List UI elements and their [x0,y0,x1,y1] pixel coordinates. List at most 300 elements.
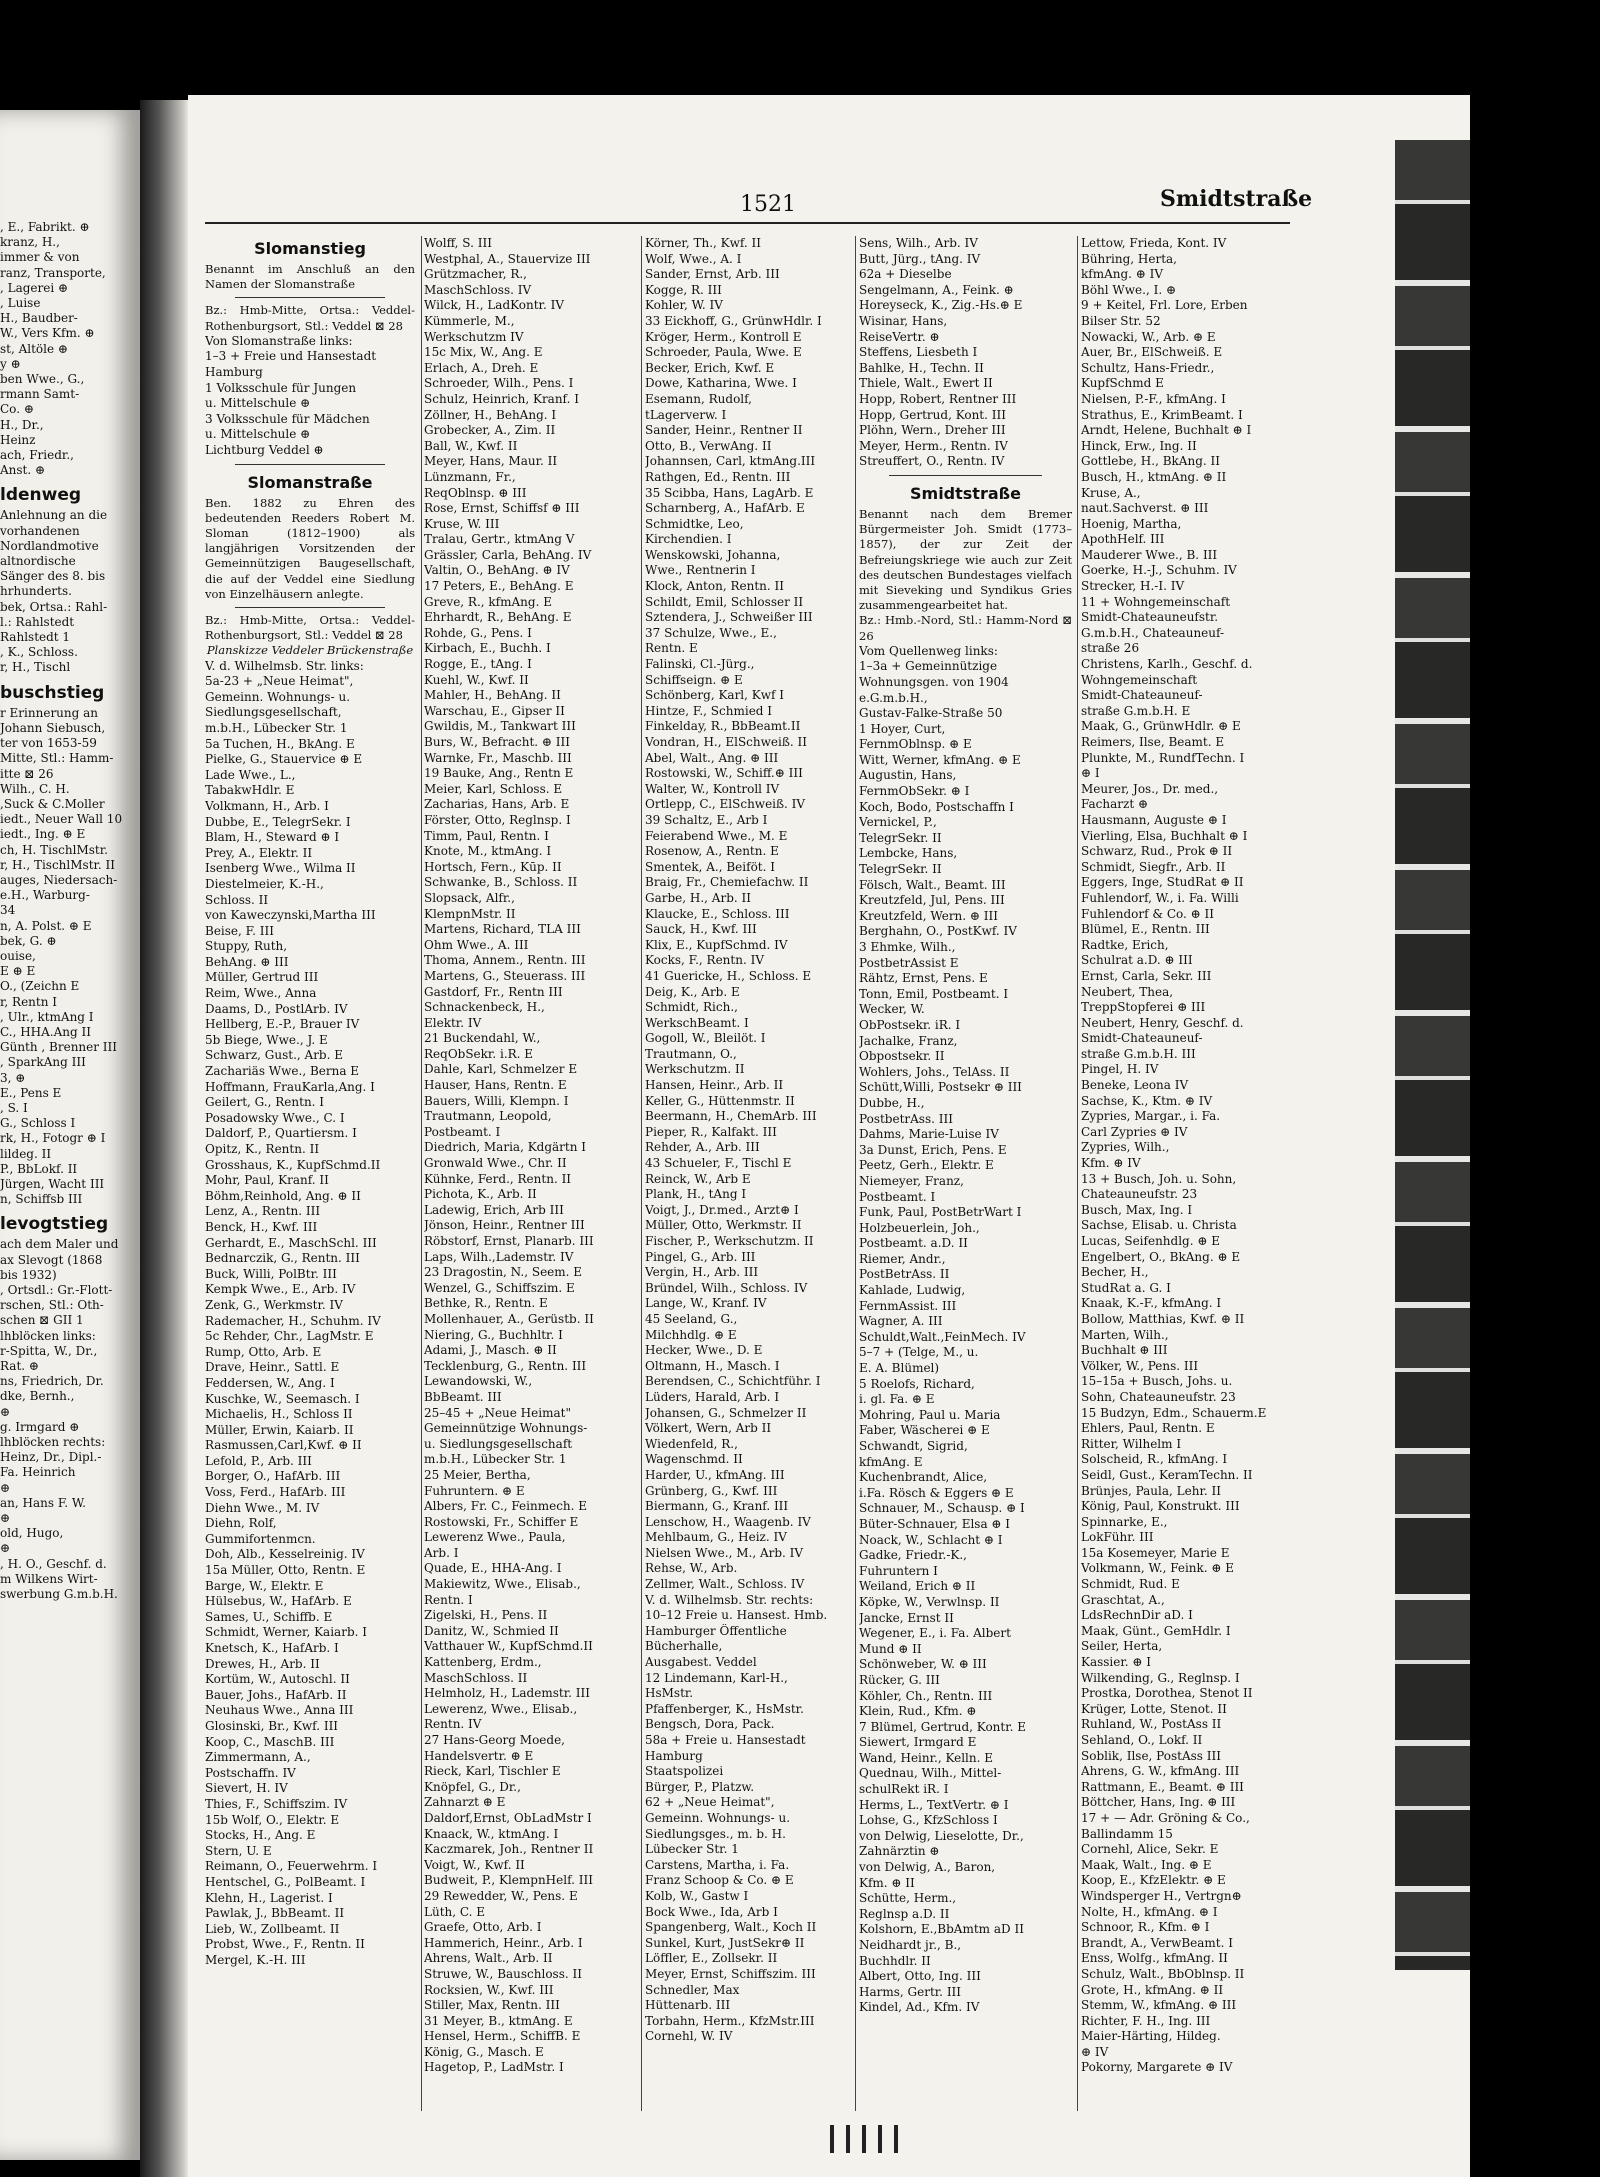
entry-line: Niering, G., Buchhltr. I [424,1327,563,1342]
entry-line: Bauer, Johs., HafArb. II [205,1687,347,1702]
entry-line: Volkmann, H., Arb. I [205,798,329,813]
entry-line: Zahnärztin ⊕ [859,1844,940,1859]
entry-line: Augustin, Hans, [859,768,957,783]
entry-line: Hamburg [205,365,263,379]
entry-line: Koch, Bodo, Postschaffn I [859,799,1014,814]
entry-line: Feierabend Wwe., M. E [645,828,788,843]
entry-line: Lewerenz Wwe., Paula, [424,1530,566,1545]
entry-line: Mund ⊕ II [859,1641,922,1656]
entry-line: Böttcher, Hans, Ing. ⊕ III [1081,1795,1236,1810]
entry-line: Sens, Wilh., Arb. IV [859,236,978,250]
entry-line: Christens, Karlh., Geschf. d. [1081,657,1253,672]
entry-line: Graefe, Otto, Arb. I [424,1920,542,1935]
entry-line: immer & von [0,250,80,265]
entry-line: m.b.H., Lübecker Str. 1 [205,720,348,735]
entry-line: Radtke, Erich, [1081,937,1169,952]
entry-line: Enss, Wolfg., kfmAng. II [1081,1951,1228,1966]
entry-line: Rentn. E [645,641,698,656]
entry-line: m Wilkens Wirt- [0,1571,98,1586]
entry-line: 33 Eickhoff, G., GrünwHdlr. I [645,313,822,328]
entry-line: Hansen, Heinr., Arb. II [645,1078,784,1093]
entry-line: Zigelski, H., Pens. II [424,1608,548,1623]
entry-line: Drave, Heinr., Sattl. E [205,1360,340,1375]
entry-line: Wenskowski, Johanna, [645,547,781,562]
entry-line: Franz Schoop & Co. ⊕ E [645,1873,794,1888]
entry-line: Sander, Heinr., Rentner II [645,423,803,438]
entry-line: Plöhn, Wern., Dreher III [859,423,1006,438]
entry-line: Schnoor, R., Kfm. ⊕ I [1081,1920,1210,1935]
entry-line: Abel, Walt., Ang. ⊕ III [645,750,779,765]
entry-line: FernmAssist. III [859,1298,957,1313]
entry-line: Schmidtke, Leo, [645,516,744,531]
entry-line: 15b Wolf, O., Elektr. E [205,1812,340,1827]
entry-line: , Lagerei ⊕ [0,280,69,295]
entry-line: ter von 1653-59 [0,736,97,751]
entry-line: PostBetrAss. II [859,1267,950,1282]
entry-line: Obpostsekr. II [859,1049,945,1064]
entry-line: Kogge, R. III [645,282,722,297]
entry-line: Wilck, H., LadKontr. IV [424,298,565,313]
entry-line: 3, ⊕ [0,1070,26,1085]
entry-line: TelegrSekr. II [859,862,942,877]
entry-line: H., Dr., [0,417,44,432]
entry-line: 15a Müller, Otto, Rentn. E [205,1563,366,1578]
entry-line: 19 Bauke, Ang., Rentn E [424,766,574,781]
entry-line: Siewert, Irmgard E [859,1735,977,1750]
entry-line: 43 Schueler, F., Tischl E [645,1156,792,1171]
column-rule [1077,236,1078,2111]
entry-line: Lohse, G., KfzSchloss I [859,1813,998,1828]
entry-line: Zahnarzt ⊕ E [424,1795,506,1810]
entry-line: Kolshorn, E.,BbAmtm aD II [859,1922,1024,1937]
entry-line: Windsperger H., Vertrgn⊕ [1081,1888,1242,1903]
entry-line: BbBeamt. III [424,1389,502,1404]
entry-line: Gustav-Falke-Straße 50 [859,706,1003,721]
entry-line: Bengsch, Dora, Pack. [645,1717,775,1732]
entry-line: Postbeamt. a.D. II [859,1236,968,1251]
entry-line: Daldorf, P., Quartiersm. I [205,1126,357,1141]
entry-line: Michaelis, H., Schloss II [205,1407,353,1422]
entry-line: Dubbe, E., TelegrSekr. I [205,814,351,829]
entry-line: Strathus, E., KrimBeamt. I [1081,407,1243,422]
entry-line: Wohnungsgen. von 1904 [859,674,1009,689]
entry-line: Schroeder, Paula, Wwe. E [645,345,802,360]
entry-line: Trautmann, O., [645,1046,737,1061]
entry-line: rk, H., Fotogr ⊕ I [0,1131,106,1146]
entry-line: y ⊕ [0,356,21,371]
entry-line: Rademacher, H., Schuhm. IV [205,1313,381,1328]
entry-line: Wagner, A. III [859,1314,943,1329]
entry-line: Warnke, Fr., Maschb. III [424,750,572,765]
entry-line: Rattmann, E., Beamt. ⊕ III [1081,1779,1244,1794]
entry-line: Rosenow, A., Rentn. E [645,844,779,859]
entry-line: 7 Blümel, Gertrud, Kontr. E [859,1719,1027,1734]
header-rule [205,222,1290,224]
entry-line: Lieb, W., Zollbeamt. II [205,1921,340,1936]
entry-line: Schmidt, Werner, Kaiarb. I [205,1625,367,1640]
entry-line: Gemeinn. Wohnungs- u. [645,1810,791,1825]
entry-line: Ahrens, G. W., kfmAng. III [1081,1764,1240,1779]
entry-line: lildeg. II [0,1146,52,1161]
entry-line: Schroeder, Wilh., Pens. I [424,376,574,391]
entry-line: 17 Peters, E., BehAng. E [424,579,574,594]
entry-line: Prostka, Dorothea, Stenot II [1081,1686,1253,1701]
entry-line: ReiseVertr. ⊕ [859,329,940,344]
entry-line: Pawlak, J., BbBeamt. II [205,1906,345,1921]
entry-line: Klein, Rud., Kfm. ⊕ [859,1704,977,1719]
entry-line: Koop, E., KfzElektr. ⊕ E [1081,1873,1226,1888]
entry-line: Wand, Heinr., Kelln. E [859,1750,994,1765]
entry-line: Buchhalt ⊕ III [1081,1343,1168,1358]
entry-line: Geilert, G., Rentn. I [205,1095,325,1110]
entry-line: von Delwig, A., Baron, [859,1860,996,1875]
entry-line: Bücherhalle, [645,1639,723,1654]
entry-line: n, A. Polst. ⊕ E [0,918,92,933]
entry-line: Lüders, Harald, Arb. I [645,1389,780,1404]
entry-line: Warschau, E., Gipser II [424,703,565,718]
entry-line: ⊕ I [1081,766,1100,781]
entry-line: Riemer, Andr., [859,1251,946,1266]
entry-line: Fuhlendorf & Co. ⊕ II [1081,906,1215,921]
left-page-text [0,220,140,1602]
entry-line: MaschSchloss. II [424,1670,528,1685]
entry-line: Hammerich, Heinr., Arb. I [424,1935,583,1950]
entry-line: r-Spitta, W., Dr., [0,1343,98,1358]
entry-line: Rähtz, Ernst, Pens. E [859,971,988,986]
entry-line: Löffler, E., Zollsekr. II [645,1951,778,1966]
entry-line: Scharnberg, A., HafArb. E [645,501,805,516]
entry-line: Posadowsky Wwe., C. I [205,1110,345,1125]
entry-line: Hinck, Erw., Ing. II [1081,438,1197,453]
entry-line: ⊕ [0,1541,11,1556]
entry-line: Nordlandmotive [0,538,99,553]
entry-line: Kindel, Ad., Kfm. IV [859,2000,980,2015]
entry-line: Kattenberg, Erdm., [424,1655,542,1670]
entry-line: Kaczmarek, Joh., Rentner II [424,1842,594,1857]
entry-line: Anst. ⊕ [0,463,46,478]
entry-line: bek, G. ⊕ [0,933,57,948]
entry-line: Schloss. II [205,892,269,907]
district-info: Bz.: Hmb-Mitte, Ortsa.: Veddel-Rothenburgsort, Stl.: Veddel ⊠ 28 [205,612,415,643]
divider [235,607,385,608]
entry-line: 41 Guericke, H., Schloss. E [645,968,812,983]
entry-line: Streuffert, O., Rentn. IV [859,454,1005,469]
entry-line: Dowe, Katharina, Wwe. I [645,376,797,391]
entry-line: ben Wwe., G., [0,372,85,387]
entry-line: HsMstr. [645,1686,694,1701]
entry-line: Kahlade, Ludwig, [859,1283,966,1298]
entry-line: Plank, H., tAng I [645,1187,747,1202]
entry-line: Richter, F. H., Ing. III [1081,2013,1211,2028]
entry-line: Sztendera, J., Schweißer III [645,610,813,625]
entry-line: Vierling, Elsa, Buchhalt ⊕ I [1081,828,1248,843]
entry-line: e.H., Warburg- [0,888,90,903]
entry-line: Bründel, Wilh., Schloss. IV [645,1280,808,1295]
entry-line: Schwarz, Rud., Prok ⊕ II [1081,844,1233,859]
entry-line: StudRat a. G. I [1081,1280,1171,1295]
entry-line: Mergel, K.-H. III [205,1952,306,1967]
entry-line: Struwe, W., Bauschloss. II [424,1966,582,1981]
entry-line: 15c Mix, W., Ang. E [424,345,543,360]
entry-line: e.G.m.b.H., [859,690,928,705]
entry-line: Sehland, O., Lokf. II [1081,1733,1203,1747]
entry-line: 62 + „Neue Heimat", [645,1795,775,1810]
entry-line: Ehrhardt, R., BehAng. E [424,610,572,625]
entry-line: Lembcke, Hans, [859,846,958,861]
entry-line: i. gl. Fa. ⊕ E [859,1392,935,1407]
entry-line: Sauck, H., Kwf. III [645,922,757,937]
entry-line: 58a + Freie u. Hansestadt [645,1733,806,1747]
entry-line: ,Suck & C.Moller [0,796,105,811]
entry-line: Wilkending, G., Reglnsp. I [1081,1670,1240,1685]
entry-line: Schönweber, W. ⊕ III [859,1657,987,1672]
entry-line: Schnedler, Max [645,1982,740,1997]
footer-marks [830,2125,980,2155]
entry-line: Sohn, Chateauneufstr. 23 [1081,1389,1236,1404]
entry-line: r, Rentn I [0,994,58,1009]
entry-line: Timm, Paul, Rentn. I [424,828,549,843]
entry-line: Berghahn, O., PostKwf. IV [859,924,1017,939]
entry-line: BehAng. ⊕ III [205,954,289,969]
entry-line: Hamburger Öffentliche [645,1623,787,1638]
entry-line: Kolb, W., Gastw I [645,1888,749,1903]
entry-line: Meier, Karl, Schloss. E [424,781,563,796]
entry-line: Postbeamt. I [859,1189,936,1204]
entry-line: Drewes, H., Arb. II [205,1656,320,1671]
entry-line: Reglnsp a.D. II [859,1906,950,1921]
entry-line: Thoma, Annem., Rentn. III [424,953,586,968]
entry-line: Schmidt, Siegfr., Arb. II [1081,859,1226,874]
entry-line: Röbstorf, Ernst, Planarb. III [424,1234,594,1248]
entry-line: Gemeinnützige Wohnungs- [424,1421,588,1436]
entry-line: Fuhruntern. ⊕ E [424,1483,525,1498]
entry-line: H., Baudber- [0,311,78,326]
entry-line: Eggers, Inge, StudRat ⊕ II [1081,875,1244,890]
entry-line: Jönson, Heinr., Rentner III [424,1218,585,1233]
entry-line: rmann Samt- [0,387,80,402]
entry-line: ouise, [0,948,36,963]
entry-line: FernmOblnsp. ⊕ E [859,737,972,752]
entry-line: Zachariäs Wwe., Berna E [205,1064,360,1079]
entry-line: Sänger des 8. bis [0,569,106,584]
entry-line: Werkschutzm IV [424,329,524,344]
entry-line: bek, Ortsa.: Rahl- [0,599,108,614]
entry-line: Von Slomanstraße links: [205,333,353,348]
entry-line: Grobecker, A., Zim. II [424,423,556,438]
entry-line: Lenz, A., Rentn. III [205,1204,321,1219]
entry-line: TelegrSekr. II [859,830,942,845]
entry-line: Hoenig, Martha, [1081,516,1182,531]
entry-line: Mohr, Paul, Kranf. II [205,1173,329,1188]
entry-line: Meurer, Jos., Dr. med., [1081,781,1219,796]
entry-line: Sievert, H. IV [205,1781,288,1796]
entry-line: Isenberg Wwe., Wilma II [205,861,356,876]
entry-line: Facharzt ⊕ [1081,797,1149,812]
entry-line: 5–7 + (Telge, M., u. [859,1345,979,1360]
entry-line: Förster, Otto, Reglnsp. I [424,812,571,827]
entry-line: Blümel, E., Rentn. III [1081,922,1210,937]
entry-line: , H. O., Geschf. d. [0,1556,107,1571]
entry-line: Neuhaus Wwe., Anna III [205,1703,354,1718]
entry-line: Feddersen, W., Ang. I [205,1375,335,1390]
entry-line: Soblik, Ilse, PostAss III [1081,1748,1221,1763]
entry-line: Hauser, Hans, Rentn. E [424,1078,567,1093]
page-edge-strip [1395,140,1470,1970]
entry-line: Schiffseign. ⊕ E [645,672,743,687]
divider [235,464,385,465]
entry-line: Schütte, Herm., [859,1891,957,1906]
entry-line: Ball, W., Kwf. II [424,438,518,453]
entry-line: Martens, Richard, TLA III [424,922,581,937]
entry-line: Mauderer Wwe., B. III [1081,547,1218,562]
entry-line: Slopsack, Alfr., [424,890,515,905]
entry-line: Grünberg, G., Kwf. III [645,1483,778,1498]
entry-line: Wenzel, G., Schiffszim. E [424,1280,575,1295]
entry-line: TabakwHdlr. E [205,783,295,798]
entry-line: Keller, G., Hüttenmstr. II [645,1093,795,1108]
entry-line: Plunkte, M., RundfTechn. I [1081,750,1245,765]
entry-line: Quednau, Wilh., Mittel- [859,1766,1002,1781]
entry-line: Rocksien, W., Kwf. III [424,1982,554,1997]
entry-line: Kühnke, Ferd., Rentn. II [424,1171,572,1186]
entry-line: Knaack, W., ktmAng. I [424,1826,559,1841]
entry-line: Lichtburg Veddel ⊕ [205,442,324,457]
entry-line: Volkmann, W., Feink. ⊕ E [1081,1561,1235,1576]
entry-line: u. Siedlungsgesellschaft [424,1436,573,1451]
entry-line: Garbe, H., Arb. II [645,890,751,905]
entry-line: Fuhruntern I [859,1563,938,1578]
entry-line: 62a + Dieselbe [859,267,952,282]
entry-line: Reimann, O., Feuerwehrm. I [205,1859,378,1874]
entry-line: Schnauer, M., Schausp. ⊕ I [859,1501,1025,1516]
entry-line: Vernickel, P., [859,815,937,830]
entry-line: an, Hans F. W. [0,1495,86,1510]
entry-line: Rogge, E., tAng. I [424,657,532,672]
entry-line: G.m.b.H., Chateauneuf- [1081,625,1225,640]
entry-line: Pokorny, Margarete ⊕ IV [1081,2060,1233,2075]
entry-line: Schuldt,Walt.,FeinMech. IV [859,1329,1026,1344]
entry-line: Buchhdlr. II [859,1953,931,1968]
entry-line: Schönberg, Karl, Kwf I [645,688,785,703]
entry-line: Steffens, Liesbeth I [859,345,978,360]
entry-line: bis 1932) [0,1267,57,1282]
entry-line: r Erinnerung an [0,705,99,720]
entry-line: kfmAng. ⊕ IV [1081,267,1164,282]
entry-line: Smentek, A., Beiföt. I [645,859,775,874]
entry-line: Stiller, Max, Rentn. III [424,1998,560,2013]
entry-line: Grützmacher, R., [424,267,527,282]
entry-line: Thiele, Walt., Ewert II [859,376,993,391]
entry-line: Dahle, Karl, Schmelzer E [424,1062,578,1077]
entry-line: ⊕ [0,1404,11,1419]
entry-line: Knetsch, K., HafArb. I [205,1641,339,1655]
entry-line: Rahlstedt 1 [0,630,71,645]
entry-line: i.Fa. Rösch & Eggers ⊕ E [859,1485,1014,1500]
entry-line: iedt., Ing. ⊕ E [0,827,86,842]
entry-line: Carstens, Martha, i. Fa. [645,1857,790,1872]
entry-line: Köpke, W., Verwlnsp. II [859,1594,1000,1609]
entry-line: Erlach, A., Dreh. E [424,360,539,375]
entry-line: r, H., TischlMstr. II [0,857,116,872]
entry-line: Burs, W., Befracht. ⊕ III [424,735,570,749]
entry-line: Knaak, K.-F., kfmAng. I [1081,1296,1222,1311]
entry-line: Diehn Wwe., M. IV [205,1500,320,1515]
entry-line: Deig, K., Arb. E [645,984,740,999]
entry-line: , S. I [0,1100,28,1115]
entry-line: 9 + Keitel, Frl. Lore, Erben [1081,298,1248,313]
entry-line: Rump, Otto, Arb. E [205,1344,322,1359]
entry-line: Helmholz, H., Lademstr. III [424,1686,590,1701]
entry-line: vorhandenen [0,523,80,538]
entry-line: Arb. I [424,1545,459,1560]
entry-line: 1 Hoyer, Curt, [859,721,946,736]
entry-line: Walter, W., Kontroll IV [645,781,780,796]
entry-line: PostbetrAssist E [859,955,959,970]
entry-line: Rathgen, Ed., Rentn. III [645,469,791,484]
entry-line: 1–3a + Gemeinnützige [859,659,998,674]
entry-line: Tecklenburg, G., Rentn. III [424,1358,587,1373]
entry-line: W., Vers Kfm. ⊕ [0,326,95,341]
entry-line: Vom Quellenweg links: [859,643,998,658]
entry-line: Pingel, G., Arb. III [645,1249,756,1264]
district-info: Bz.: Hmb-Mitte, Ortsa.: Veddel-Rothenburgsort, Stl.: Veddel ⊠ 28 [205,303,415,333]
entry-line: Johann Siebusch, [0,720,106,735]
entry-line: Pichota, K., Arb. II [424,1187,537,1202]
entry-line: 15–15a + Busch, Johs. u. [1081,1374,1233,1389]
entry-line: ApothHelf. III [1081,532,1165,547]
entry-line: Rücker, G. III [859,1672,940,1687]
entry-line: Rostowski, Fr., Schiffer E [424,1514,579,1529]
entry-line: itte ⊠ 26 [0,766,54,781]
entry-line: Bollow, Matthias, Kwf. ⊕ II [1081,1311,1245,1326]
entry-line: Zacharias, Hans, Arb. E [424,797,570,812]
entry-line: Gemeinn. Wohnungs- u. [205,689,351,704]
entry-line: Müller, Otto, Werkmstr. II [645,1218,802,1233]
entry-line: schen ⊠ GII 1 [0,1313,84,1328]
entry-line: Fa. Heinrich [0,1465,76,1480]
entry-line: Schmidt, Rich., [645,1000,738,1015]
entry-line: schulRekt iR. I [859,1782,949,1797]
entry-line: Müller, Gertrud III [205,970,319,985]
entry-line: Kuchenbrandt, Alice, [859,1470,988,1485]
entry-line: Mohring, Paul u. Maria [859,1407,1001,1422]
entry-line: Hamburg [645,1748,703,1763]
entry-line: Herms, L., TextVertr. ⊕ I [859,1797,1009,1812]
entry-line: Brandt, A., VerwBeamt. I [1081,1935,1233,1950]
entry-line: Busch, Max, Ing. I [1081,1202,1193,1217]
entry-line: E., Pens E [0,1085,62,1100]
entry-line: Bahlke, H., Techn. II [859,360,984,375]
entry-line: naut.Sachverst. ⊕ III [1081,501,1209,516]
entry-line: Falinski, Cl.-Jürg., [645,657,755,672]
entry-line: Hüttenarb. III [645,1998,731,2013]
entry-line: , Luise [0,296,41,311]
entry-line: Biermann, G., Kranf. III [645,1499,789,1514]
entry-line: Braig, Fr., Chemiefachw. II [645,875,809,890]
entry-line: auges, Niedersach- [0,872,118,887]
entry-line: Gwildis, M., Tankwart III [424,719,576,734]
entry-line: , SparkAng III [0,1055,86,1070]
entry-line: Rentn. I [424,1592,473,1607]
entry-line: 29 Rewedder, W., Pens. E [424,1888,578,1903]
entry-line: ranz, Transporte, [0,265,106,280]
entry-line: Rasmussen,Carl,Kwf. ⊕ II [205,1438,362,1453]
entry-line: Graschtat, A., [1081,1592,1165,1607]
entry-line: Noack, W., Schlacht ⊕ I [859,1532,1003,1547]
entry-line: Gogoll, W., Bleilöt. I [645,1031,766,1046]
street-heading: Slomanstraße [247,472,373,492]
entry-line: ch, H. TischlMstr. [0,842,108,857]
